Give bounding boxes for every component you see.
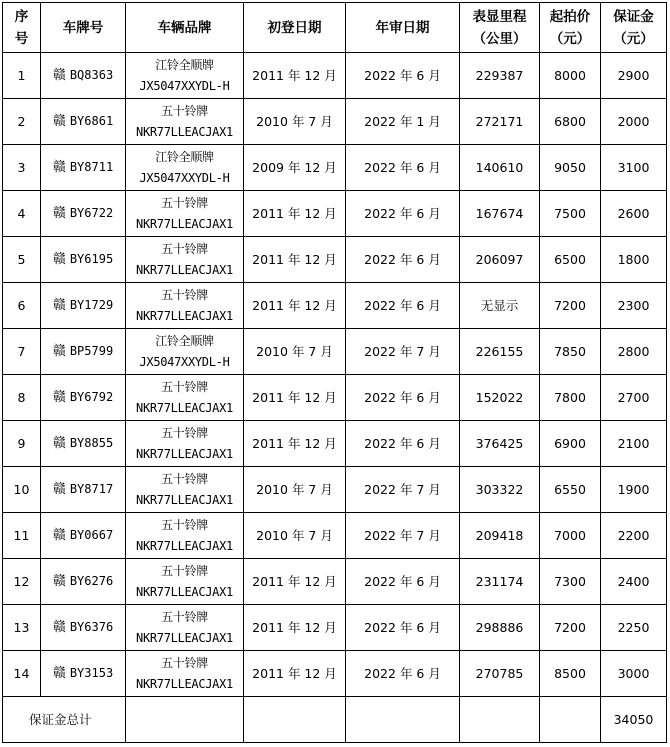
plate-number: BY6195 [69,252,114,266]
brand-name: 五十铃牌 [161,471,208,486]
plate-number: BY6861 [69,114,114,128]
brand-name: 江铃全顺牌 [155,57,214,72]
cell-mileage: 206097 [460,237,540,283]
cell-mileage: 298886 [460,605,540,651]
cell-inspection: 2022 年 6 月 [346,421,460,467]
brand-name: 五十铃牌 [161,103,208,118]
cell-deposit: 1900 [601,467,667,513]
cell-seq: 10 [3,467,41,513]
table-row [3,99,667,145]
cell-brand [126,651,244,697]
cell-first-reg: 2011 年 12 月 [244,191,346,237]
brand-model: NKR77LLEACJAX1 [136,446,233,461]
cell-seq: 14 [3,651,41,697]
cell-brand [126,53,244,99]
cell-inspection: 2022 年 6 月 [346,651,460,697]
cell-mileage: 229387 [460,53,540,99]
cell-inspection: 2022 年 6 月 [346,237,460,283]
plate-number: BY3153 [69,666,114,680]
brand-model: NKR77LLEACJAX1 [136,584,233,599]
plate-number: BQ8363 [69,68,114,82]
cell-seq: 5 [3,237,41,283]
brand-model: NKR77LLEACJAX1 [136,630,233,645]
cell-brand [126,99,244,145]
table-row [3,513,667,559]
cell-first-reg: 2010 年 7 月 [244,467,346,513]
cell-deposit: 2000 [601,99,667,145]
cell-mileage: 无显示 [460,283,540,329]
plate-number: BY8855 [69,436,114,450]
cell-deposit: 2300 [601,283,667,329]
brand-model: NKR77LLEACJAX1 [136,262,233,277]
brand-name: 五十铃牌 [161,517,208,532]
brand-name: 五十铃牌 [161,425,208,440]
header-brand: 车辆品牌 [126,3,244,53]
cell-deposit: 2100 [601,421,667,467]
cell-brand [126,421,244,467]
brand-model: JX5047XXYDL-H [139,170,230,185]
plate-province: 赣 [52,160,66,175]
header-first-reg: 初登日期 [244,3,346,53]
cell-mileage: 226155 [460,329,540,375]
cell-plate [41,145,126,191]
header-mileage: 表显里程 （公里） [460,3,540,53]
brand-name: 五十铃牌 [161,609,208,624]
cell-deposit: 2600 [601,191,667,237]
cell-mileage: 167674 [460,191,540,237]
cell-mileage: 303322 [460,467,540,513]
cell-deposit: 2250 [601,605,667,651]
cell-plate [41,191,126,237]
brand-model: JX5047XXYDL-H [139,78,230,93]
plate-number: BY6276 [69,574,114,588]
cell-mileage: 209418 [460,513,540,559]
cell-deposit: 1800 [601,237,667,283]
brand-name: 五十铃牌 [161,287,208,302]
plate-province: 赣 [52,344,66,359]
brand-name: 五十铃牌 [161,379,208,394]
brand-model: NKR77LLEACJAX1 [136,124,233,139]
cell-brand [126,145,244,191]
summary-empty-cell [346,697,460,743]
cell-start-price: 7200 [540,605,601,651]
plate-province: 赣 [52,574,66,589]
summary-empty-cell [460,697,540,743]
cell-seq: 6 [3,283,41,329]
cell-plate [41,99,126,145]
brand-name: 五十铃牌 [161,241,208,256]
plate-province: 赣 [52,298,66,313]
table-row [3,421,667,467]
plate-province: 赣 [52,114,66,129]
table-body [3,53,667,697]
cell-start-price: 7850 [540,329,601,375]
table-row [3,53,667,99]
plate-province: 赣 [52,390,66,405]
cell-brand [126,467,244,513]
plate-number: BY6792 [69,390,114,404]
plate-province: 赣 [52,666,66,681]
cell-deposit: 2800 [601,329,667,375]
brand-model: NKR77LLEACJAX1 [136,400,233,415]
plate-province: 赣 [52,206,66,221]
table-row [3,651,667,697]
cell-plate [41,651,126,697]
cell-first-reg: 2011 年 12 月 [244,237,346,283]
cell-plate [41,329,126,375]
cell-seq: 3 [3,145,41,191]
cell-seq: 13 [3,605,41,651]
table-row [3,605,667,651]
plate-number: BP5799 [69,344,114,358]
cell-inspection: 2022 年 6 月 [346,605,460,651]
brand-model: NKR77LLEACJAX1 [136,492,233,507]
deposit-total-label: 保证金总计 [3,697,126,743]
cell-brand [126,559,244,605]
summary-empty-cell [126,697,244,743]
cell-inspection: 2022 年 7 月 [346,467,460,513]
cell-start-price: 6800 [540,99,601,145]
cell-first-reg: 2011 年 12 月 [244,53,346,99]
cell-first-reg: 2011 年 12 月 [244,421,346,467]
cell-seq: 2 [3,99,41,145]
cell-seq: 4 [3,191,41,237]
plate-province: 赣 [52,482,66,497]
table-row [3,375,667,421]
table-row [3,559,667,605]
cell-plate [41,283,126,329]
cell-start-price: 7200 [540,283,601,329]
cell-first-reg: 2011 年 12 月 [244,559,346,605]
cell-start-price: 6900 [540,421,601,467]
plate-number: BY6376 [69,620,114,634]
table-row [3,237,667,283]
vehicle-auction-table [2,2,667,743]
brand-name: 江铃全顺牌 [155,333,214,348]
cell-inspection: 2022 年 6 月 [346,53,460,99]
cell-first-reg: 2009 年 12 月 [244,145,346,191]
table-row [3,145,667,191]
cell-deposit: 2900 [601,53,667,99]
cell-start-price: 9050 [540,145,601,191]
cell-plate [41,237,126,283]
plate-province: 赣 [52,436,66,451]
table-row [3,329,667,375]
cell-start-price: 7300 [540,559,601,605]
cell-mileage: 376425 [460,421,540,467]
cell-start-price: 6500 [540,237,601,283]
plate-number: BY6722 [69,206,114,220]
cell-inspection: 2022 年 7 月 [346,329,460,375]
cell-first-reg: 2011 年 12 月 [244,651,346,697]
header-plate: 车牌号 [41,3,126,53]
cell-plate [41,605,126,651]
cell-seq: 12 [3,559,41,605]
cell-deposit: 3000 [601,651,667,697]
table-row [3,283,667,329]
cell-seq: 9 [3,421,41,467]
deposit-total-value: 34050 [601,697,667,743]
cell-deposit: 2200 [601,513,667,559]
cell-plate [41,53,126,99]
cell-inspection: 2022 年 7 月 [346,513,460,559]
header-row [3,3,667,53]
cell-first-reg: 2010 年 7 月 [244,99,346,145]
brand-name: 江铃全顺牌 [155,149,214,164]
cell-mileage: 270785 [460,651,540,697]
cell-first-reg: 2010 年 7 月 [244,329,346,375]
cell-seq: 11 [3,513,41,559]
cell-inspection: 2022 年 6 月 [346,191,460,237]
table-row [3,191,667,237]
header-inspection: 年审日期 [346,3,460,53]
cell-brand [126,237,244,283]
cell-seq: 8 [3,375,41,421]
cell-deposit: 2400 [601,559,667,605]
cell-mileage: 272171 [460,99,540,145]
plate-number: BY8717 [69,482,114,496]
plate-number: BY0667 [69,528,114,542]
cell-inspection: 2022 年 6 月 [346,375,460,421]
brand-model: NKR77LLEACJAX1 [136,676,233,691]
cell-seq: 7 [3,329,41,375]
plate-province: 赣 [52,620,66,635]
cell-mileage: 231174 [460,559,540,605]
cell-start-price: 7800 [540,375,601,421]
cell-first-reg: 2011 年 12 月 [244,283,346,329]
cell-first-reg: 2011 年 12 月 [244,375,346,421]
cell-brand [126,191,244,237]
cell-inspection: 2022 年 6 月 [346,559,460,605]
cell-brand [126,513,244,559]
cell-plate [41,513,126,559]
cell-first-reg: 2010 年 7 月 [244,513,346,559]
cell-plate [41,375,126,421]
cell-plate [41,421,126,467]
cell-seq: 1 [3,53,41,99]
cell-start-price: 8500 [540,651,601,697]
cell-brand [126,283,244,329]
cell-brand [126,375,244,421]
cell-inspection: 2022 年 1 月 [346,99,460,145]
header-start-price: 起拍价 （元） [540,3,601,53]
brand-name: 五十铃牌 [161,195,208,210]
cell-start-price: 6550 [540,467,601,513]
cell-plate [41,559,126,605]
table-row [3,467,667,513]
plate-province: 赣 [52,528,66,543]
plate-province: 赣 [52,68,66,83]
cell-brand [126,329,244,375]
summary-row [3,697,667,743]
brand-name: 五十铃牌 [161,655,208,670]
plate-province: 赣 [52,252,66,267]
cell-first-reg: 2011 年 12 月 [244,605,346,651]
brand-model: NKR77LLEACJAX1 [136,216,233,231]
cell-start-price: 7000 [540,513,601,559]
plate-number: BY8711 [69,160,114,174]
cell-mileage: 140610 [460,145,540,191]
brand-model: JX5047XXYDL-H [139,354,230,369]
cell-mileage: 152022 [460,375,540,421]
brand-name: 五十铃牌 [161,563,208,578]
header-seq: 序 号 [3,3,41,53]
cell-plate [41,467,126,513]
cell-brand [126,605,244,651]
cell-inspection: 2022 年 6 月 [346,283,460,329]
cell-inspection: 2022 年 6 月 [346,145,460,191]
summary-empty-cell [244,697,346,743]
cell-deposit: 2700 [601,375,667,421]
summary-empty-cell [540,697,601,743]
cell-start-price: 8000 [540,53,601,99]
brand-model: NKR77LLEACJAX1 [136,538,233,553]
plate-number: BY1729 [69,298,114,312]
header-deposit: 保证金 （元） [601,3,667,53]
brand-model: NKR77LLEACJAX1 [136,308,233,323]
cell-start-price: 7500 [540,191,601,237]
cell-deposit: 3100 [601,145,667,191]
